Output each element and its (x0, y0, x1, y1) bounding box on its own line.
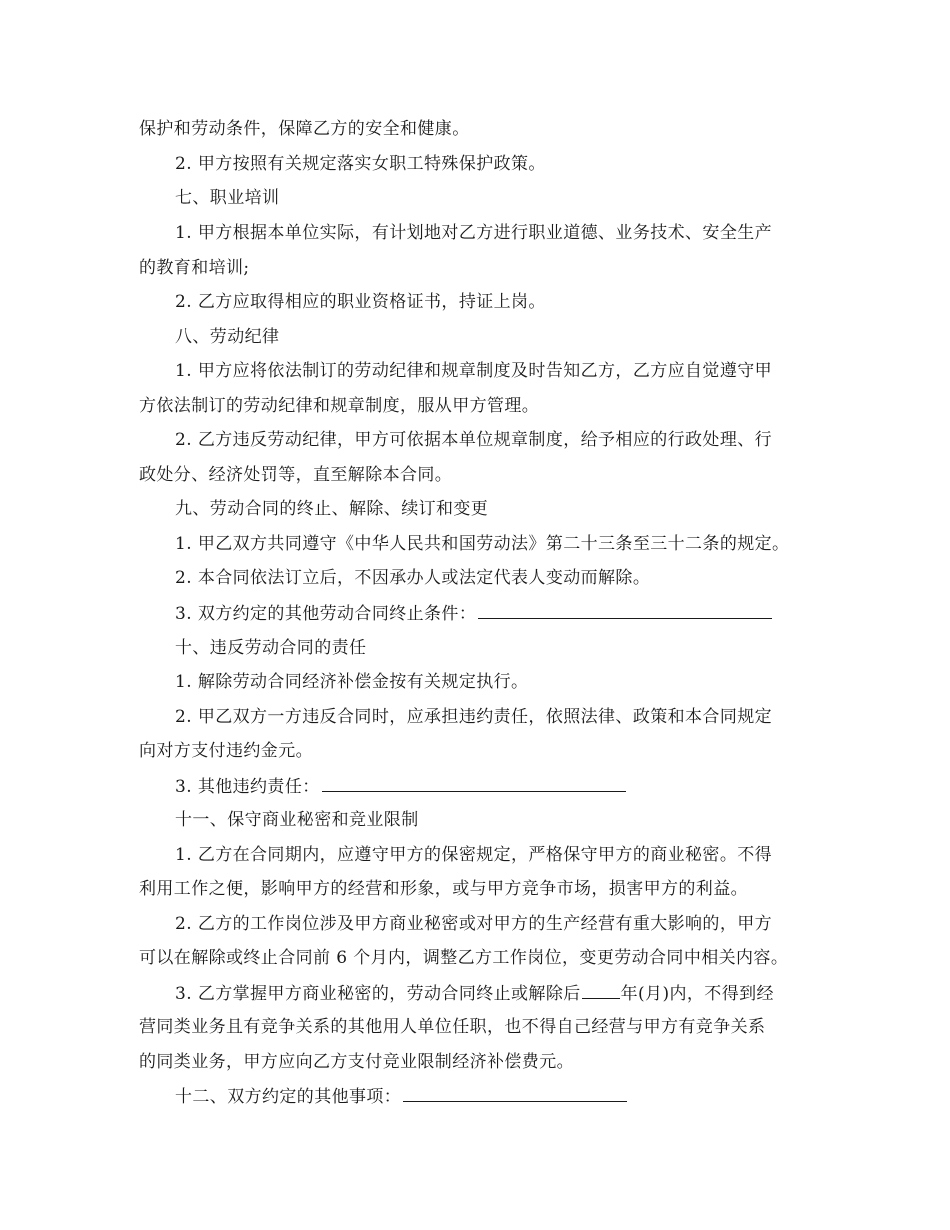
clause-line: 2. 乙方的工作岗位涉及甲方商业秘密或对甲方的生产经营有重大影响的，甲方 (175, 914, 773, 934)
section-heading: 十一、保守商业秘密和竞业限制 (175, 810, 419, 830)
section-heading: 七、职业培训 (175, 188, 280, 208)
heading-text: 十二、双方约定的其他事项： (175, 1087, 402, 1107)
paragraph-line: 的教育和培训; (139, 258, 250, 278)
clause-line: 1. 甲方应将依法制订的劳动纪律和规章制度及时告知乙方，乙方应自觉遵守甲 (175, 361, 773, 381)
fill-in-blank[interactable] (582, 981, 620, 999)
section-heading: 十、违反劳动合同的责任 (175, 638, 367, 658)
paragraph-line: 营同类业务且有竞争关系的其他用人单位任职，也不得自己经营与甲方有竞争关系 (139, 1017, 766, 1037)
clause-line: 1. 乙方在合同期内，应遵守甲方的保密规定，严格保守甲方的商业秘密。不得 (175, 845, 773, 865)
section-heading: 八、劳动纪律 (175, 327, 280, 347)
clause-text: 3. 其他违约责任： (175, 777, 320, 797)
paragraph-line: 的同类业务，甲方应向乙方支付竞业限制经济补偿费元。 (139, 1052, 574, 1072)
clause-line: 2. 乙方违反劳动纪律，甲方可依据本单位规章制度，给予相应的行政处理、行 (175, 430, 773, 450)
clause-line (175, 601, 855, 625)
paragraph-line: 保护和劳动条件，保障乙方的安全和健康。 (139, 119, 470, 139)
clause-line: 2. 甲方按照有关规定落实女职工特殊保护政策。 (175, 154, 546, 174)
clause-line (175, 981, 855, 1005)
clause-text: 年(月)内，不得到经 (620, 984, 774, 1004)
fill-in-blank[interactable] (478, 601, 772, 619)
clause-line: 1. 解除劳动合同经济补偿金按有关规定执行。 (175, 672, 529, 692)
clause-line: 2. 甲乙双方一方违反合同时，应承担违约责任，依照法律、政策和本合同规定 (175, 707, 773, 727)
paragraph-line: 利用工作之便，影响甲方的经营和形象，或与甲方竞争市场，损害甲方的利益。 (139, 879, 748, 899)
clause-line: 2. 乙方应取得相应的职业资格证书，持证上岗。 (175, 292, 546, 312)
clause-line: 2. 本合同依法订立后，不因承办人或法定代表人变动而解除。 (175, 568, 651, 588)
fill-in-blank[interactable] (322, 774, 626, 792)
paragraph-line: 方依法制订的劳动纪律和规章制度，服从甲方管理。 (139, 396, 540, 416)
clause-text: 3. 双方约定的其他劳动合同终止条件： (175, 604, 477, 624)
fill-in-blank[interactable] (403, 1084, 627, 1102)
paragraph-line: 可以在解除或终止合同前 6 个月内，调整乙方工作岗位，变更劳动合同中相关内容。 (139, 948, 789, 968)
section-heading (175, 1084, 855, 1108)
clause-line (175, 774, 855, 798)
paragraph-line: 政处分、经济处罚等，直至解除本合同。 (139, 465, 453, 485)
clause-text: 3. 乙方掌握甲方商业秘密的，劳动合同终止或解除后 (175, 984, 581, 1004)
paragraph-line: 向对方支付违约金元。 (139, 741, 313, 761)
section-heading: 九、劳动合同的终止、解除、续订和变更 (175, 499, 489, 519)
clause-line: 1. 甲方根据本单位实际，有计划地对乙方进行职业道德、业务技术、安全生产 (175, 223, 773, 243)
clause-line: 1. 甲乙双方共同遵守《中华人民共和国劳动法》第二十三条至三十二条的规定。 (175, 534, 790, 554)
